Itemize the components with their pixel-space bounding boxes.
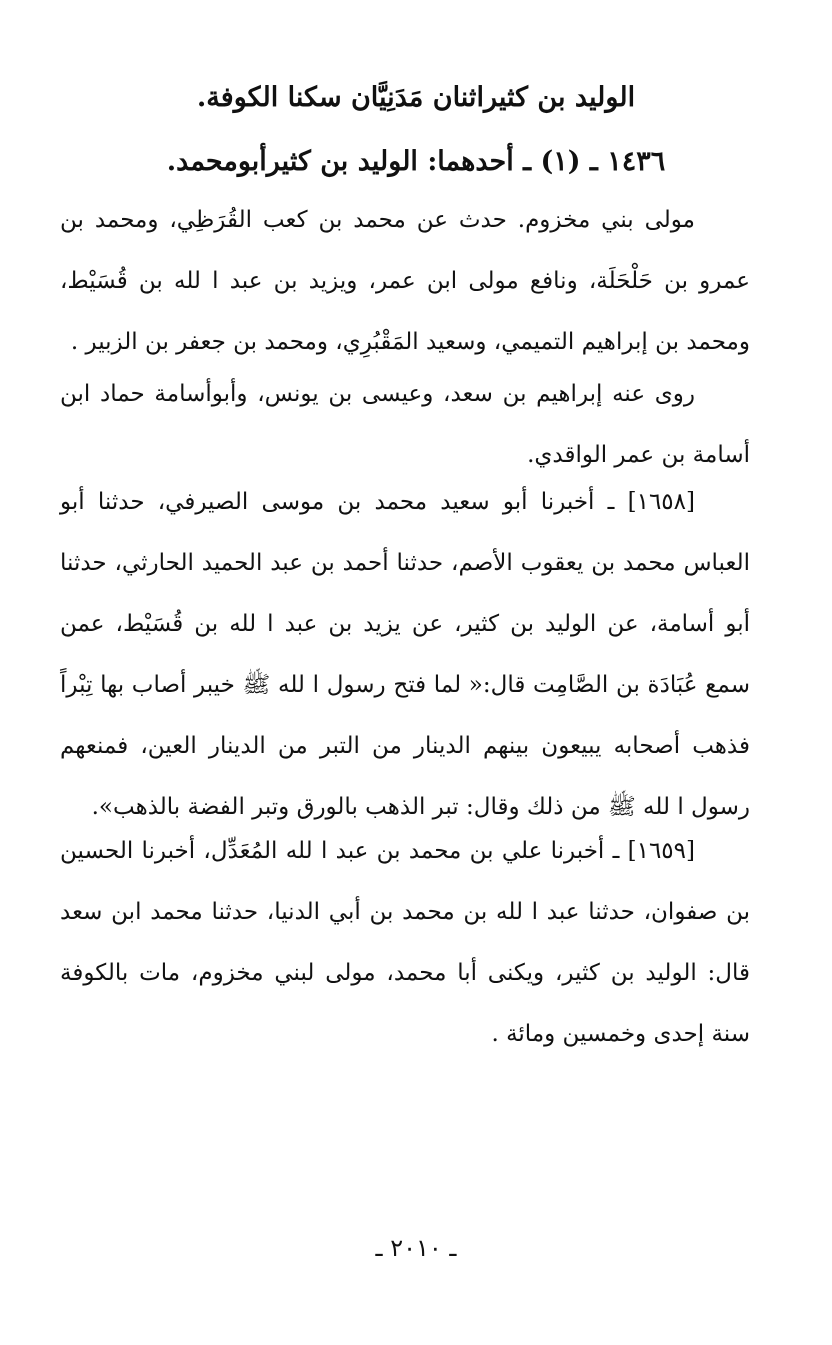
narrators-paragraph: روى عنه إبراهيم بن سعد، وعيسى بن يونس، وأبوأسامة حماد ابن أسامة بن عمر الواقدي.: [60, 381, 750, 468]
hadith-paragraph-1658: [١٦٥٨] ـ أخبرنا أبو سعيد محمد بن موسى الصيرفي، حدثنا أبو العباس محمد بن يعقوب الأصم، حدثنا أحمد بن عبد الحميد الحارثي، حدثنا أبو أسامة، عن الوليد بن كثير، عن يزيد بن عبد ا لله بن قُسَيْط، عمن سمع عُبَادَة بن الصَّامِت قال:« لما فتح رسول ا لله ﷺ خيبر أصاب بها تِبْراً فذهب أصحابه يبيعون بينهم الدينار من التبر من الدينار العين، فمنعهم رسول ا لله ﷺ من ذلك وقال: تبر الذهب بالورق وتبر الفضة بالذهب».: [60, 489, 750, 820]
page-number: ـ ٢٠١٠ ـ: [375, 1234, 457, 1262]
entry-subheading: ١٤٣٦ ـ (١) ـ أحدهما: الوليد بن كثيرأبومحمد.: [166, 146, 666, 177]
entry-heading: الوليد بن كثيراثنان مَدَنِيَّان سكنا الكوفة.: [196, 82, 636, 113]
biography-paragraph: مولى بني مخزوم. حدث عن محمد بن كعب القُرَظِي، ومحمد بن عمرو بن حَلْحَلَة، ونافع مولى ابن عمر، ويزيد بن عبد ا لله بن قُسَيْط، ومحمد بن إبراهيم التميمي، وسعيد المَقْبُرِي، ومحمد بن جعفر بن الزبير .: [60, 207, 750, 355]
hadith-paragraph-1659: [١٦٥٩] ـ أخبرنا علي بن محمد بن عبد ا لله المُعَدِّل، أخبرنا الحسين بن صفوان، حدثنا عبد ا لله بن محمد بن أبي الدنيا، حدثنا محمد ابن سعد قال: الوليد بن كثير، ويكنى أبا محمد، مولى لبني مخزوم، مات بالكوفة سنة إحدى وخمسين ومائة .: [60, 838, 750, 1047]
